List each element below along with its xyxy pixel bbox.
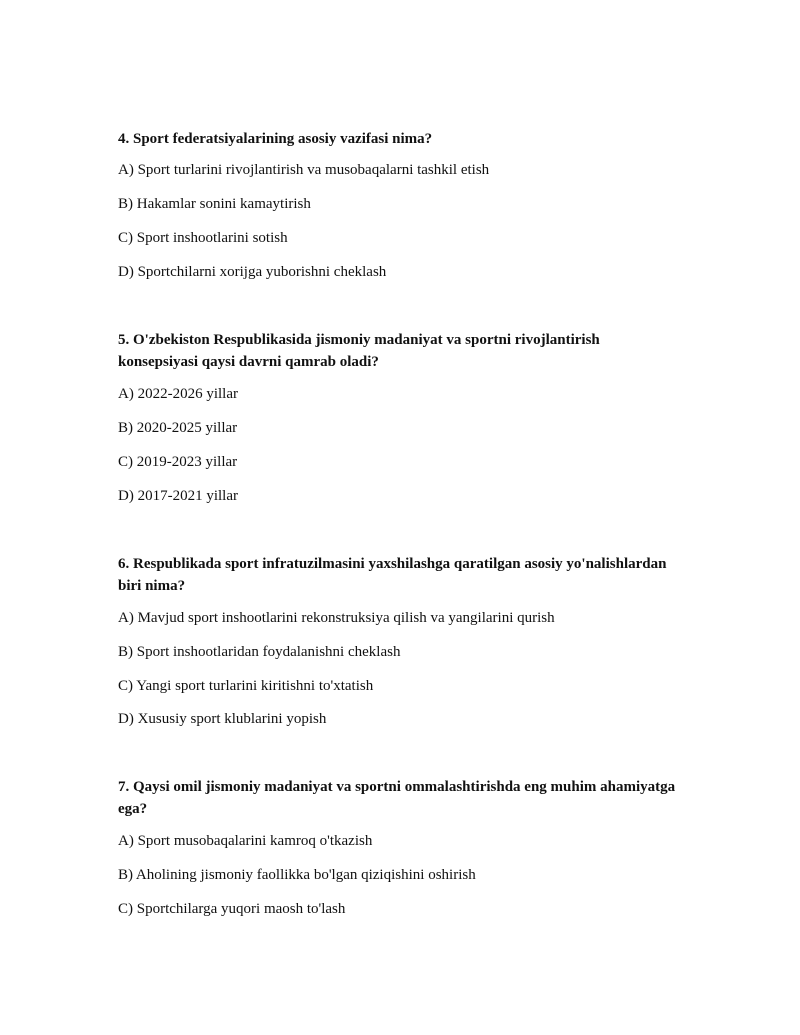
option-d: D) 2017-2021 yillar <box>118 488 238 504</box>
option-c: C) Sport inshootlarini sotish <box>118 230 288 246</box>
question-7 <box>118 776 678 917</box>
question-6 <box>118 553 678 727</box>
question-title: 4. Sport federatsiyalarining asosiy vazifasi nima? <box>118 131 433 147</box>
question-title: 5. O'zbekiston Respublikasida jismoniy madaniyat va sportni rivojlantirish konsepsiyasi qaysi davrni qamrab oladi? <box>118 332 600 370</box>
option-d: D) Sportchilarni xorijga yuborishni cheklash <box>118 264 387 280</box>
option-c: C) Sportchilarga yuqori maosh to'lash <box>118 901 346 917</box>
question-4 <box>118 128 678 280</box>
option-d: D) Xususiy sport klublarini yopish <box>118 711 327 727</box>
question-title: 7. Qaysi omil jismoniy madaniyat va sportni ommalashtirishda eng muhim ahamiyatga ega? <box>118 779 676 817</box>
option-c: C) Yangi sport turlarini kiritishni to'xtatish <box>118 678 374 694</box>
option-c: C) 2019-2023 yillar <box>118 454 238 470</box>
option-a: A) Mavjud sport inshootlarini rekonstruksiya qilish va yangilarini qurish <box>118 610 555 626</box>
option-a: A) Sport musobaqalarini kamroq o'tkazish <box>118 833 373 849</box>
option-b: B) Hakamlar sonini kamaytirish <box>118 196 311 212</box>
option-b: B) Aholining jismoniy faollikka bo'lgan qiziqishini oshirish <box>118 867 476 883</box>
option-b: B) 2020-2025 yillar <box>118 420 238 436</box>
question-5 <box>118 329 678 504</box>
option-a: A) Sport turlarini rivojlantirish va musobaqalarni tashkil etish <box>118 162 490 178</box>
option-a: A) 2022-2026 yillar <box>118 386 238 402</box>
question-title: 6. Respublikada sport infratuzilmasini yaxshilashga qaratilgan asosiy yo'nalishlardan biri nima? <box>118 556 667 594</box>
option-b: B) Sport inshootlaridan foydalanishni cheklash <box>118 644 401 660</box>
